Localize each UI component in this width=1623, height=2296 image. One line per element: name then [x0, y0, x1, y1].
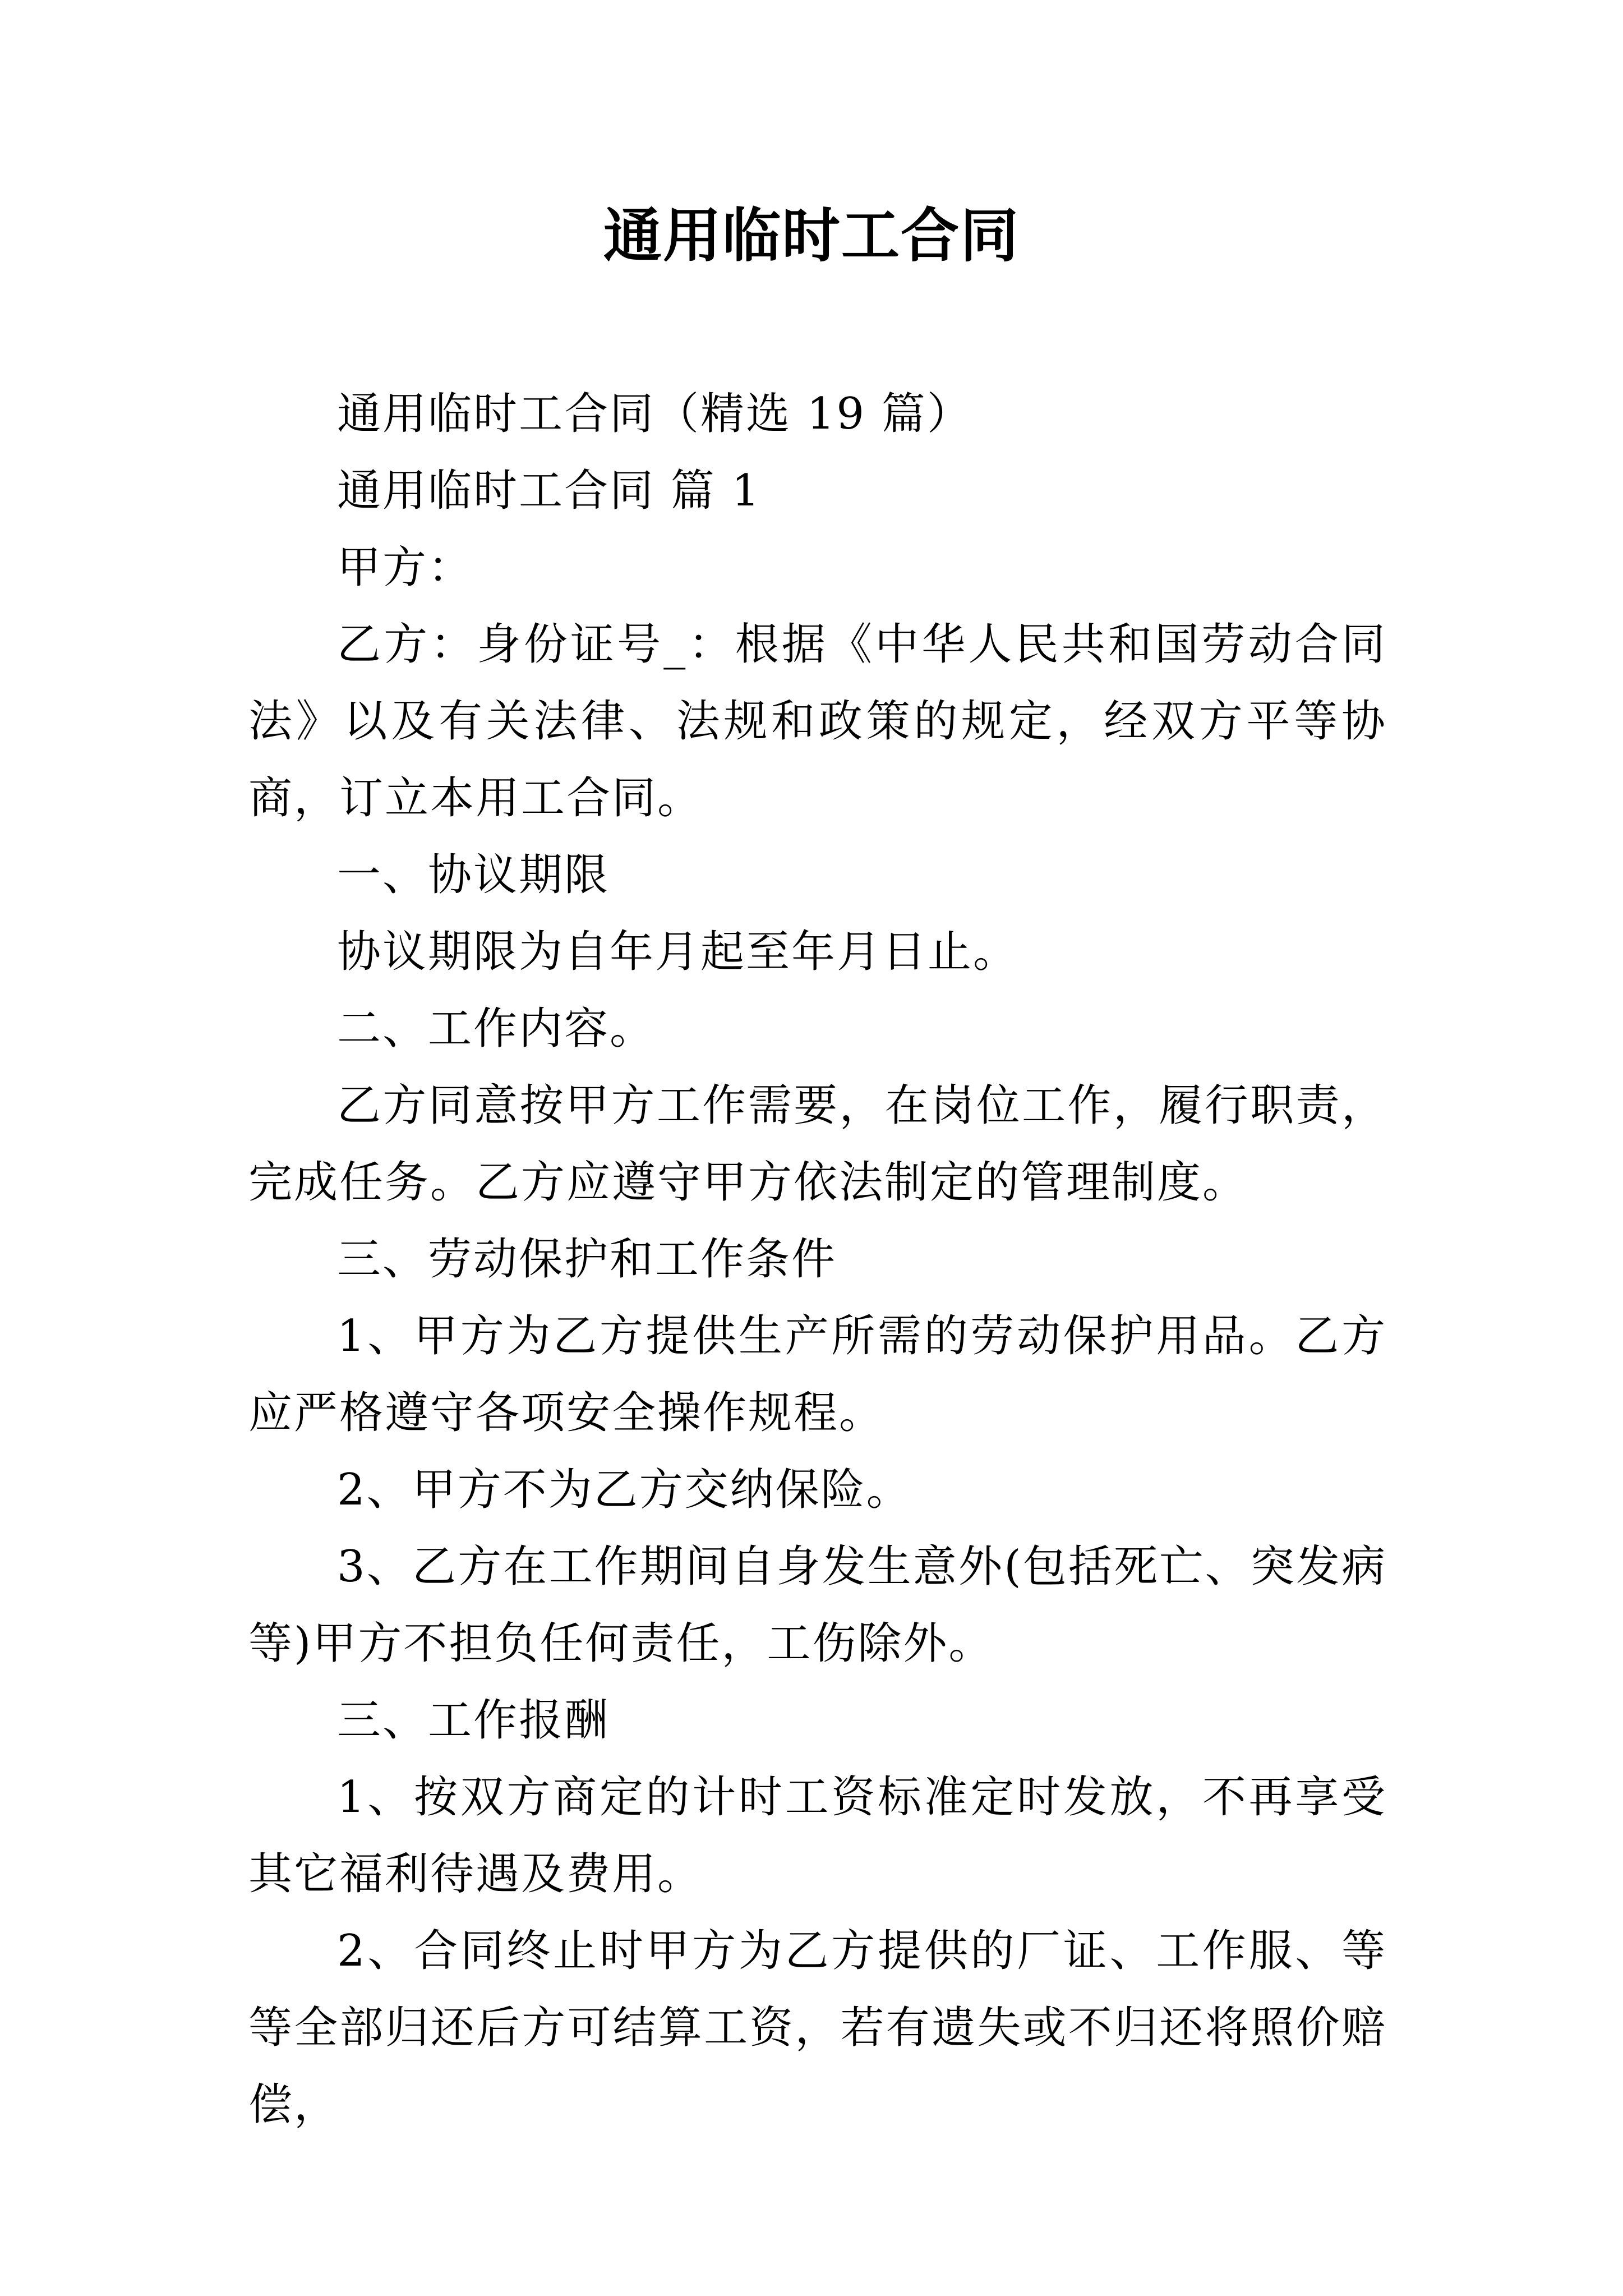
paragraph-heading-term: 一、协议期限 — [337, 850, 610, 900]
paragraph-protection-2: 2、甲方不为乙方交纳保险。 — [337, 1465, 912, 1515]
paragraph-protection-1: 1、甲方为乙方提供生产所需的劳动保护用品。乙方应严格遵守各项安全操作规程。 — [248, 1311, 1387, 1438]
paragraph-heading-protection: 三、劳动保护和工作条件 — [337, 1234, 837, 1285]
document-title: 通用临时工合同 — [603, 201, 1020, 270]
paragraph-protection-3: 3、乙方在工作期间自身发生意外(包括死亡、突发病等)甲方不担负任何责任，工伤除外。 — [248, 1542, 1387, 1669]
paragraph-term: 协议期限为自年月起至年月日止。 — [337, 927, 1019, 977]
paragraph-section-heading: 通用临时工合同 篇 1 — [337, 466, 762, 516]
paragraph-subtitle: 通用临时工合同（精选 19 篇） — [337, 389, 972, 439]
paragraph-party-a: 甲方： — [337, 542, 474, 593]
paragraph-heading-work: 二、工作内容。 — [337, 1004, 656, 1054]
paragraph-heading-pay: 三、工作报酬 — [337, 1695, 610, 1746]
paragraph-party-b: 乙方：身份证号_：根据《中华人民共和国劳动合同法》以及有关法律、法规和政策的规定，经双方平等协商，订立本用工合同。 — [248, 619, 1387, 823]
paragraph-work: 乙方同意按甲方工作需要，在岗位工作，履行职责，完成任务。乙方应遵守甲方依法制定的管理制度。 — [248, 1080, 1387, 1208]
paragraph-pay-1: 1、按双方商定的计时工资标准定时发放，不再享受其它福利待遇及费用。 — [248, 1772, 1387, 1899]
document-body — [248, 376, 1387, 2143]
paragraph-pay-2: 2、合同终止时甲方为乙方提供的厂证、工作服、等等全部归还后方可结算工资，若有遗失或不归还将照价赔偿， — [248, 1926, 1387, 2130]
